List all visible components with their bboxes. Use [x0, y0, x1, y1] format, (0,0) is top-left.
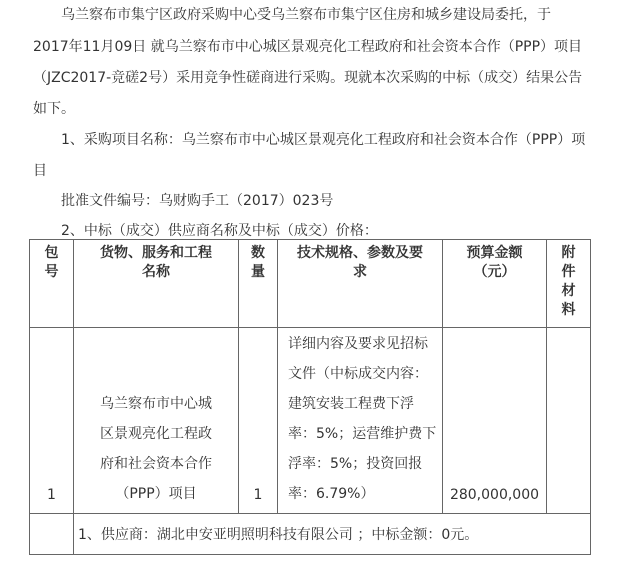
intro-line-1: 乌兰察布市集宁区政府采购中心受乌兰察布市集宁区住房和城乡建设局委托，于: [61, 7, 551, 23]
intro-line-3: （JZC2017-竞磋2号）采用竞争性磋商进行采购。现就本次采购的中标（成交）结果公告: [33, 70, 583, 86]
intro-line-2: 2017年11月09日 就乌兰察布市中心城区景观亮化工程政府和社会资本合作（PPP）项目: [33, 39, 583, 55]
header-quantity: 数 量: [239, 240, 278, 328]
cell-supplier: 1、供应商：湖北申安亚明照明科技有限公司 ；中标金额：0元。: [74, 514, 591, 555]
intro-line-4: 如下。: [33, 101, 75, 117]
section1-line-1: 1、采购项目名称：乌兰察布市中心城区景观亮化工程政府和社会资本合作（PPP）项: [61, 132, 586, 148]
supplier-row-spacer: [30, 514, 74, 555]
cell-attachments: [547, 328, 591, 514]
section1-line-2: 目: [33, 163, 47, 179]
award-table: [29, 239, 591, 555]
section2-heading: 2、中标（成交）供应商名称及中标（成交）价格：: [61, 223, 378, 239]
header-package-no: 包 号: [30, 240, 74, 328]
header-budget: 预算金额 （元）: [443, 240, 547, 328]
table-header-row: [30, 240, 591, 328]
supplier-row: [30, 514, 591, 555]
cell-spec: 详细内容及要求见招标 文件（中标成交内容： 建筑安装工程费下浮 率：5%；运营维护费下 浮率：5%；投资回报 率：6.79%）: [278, 328, 443, 514]
table-row: [30, 328, 591, 514]
cell-package-no: 1: [30, 328, 74, 514]
cell-goods-name: 乌兰察布市中心城 区景观亮化工程政 府和社会资本合作 （PPP）项目: [74, 328, 239, 514]
approval-number: 批准文件编号：乌财购手工（2017）023号: [61, 193, 334, 209]
header-goods-name: 货物、服务和工程 名称: [74, 240, 239, 328]
cell-budget: 280,000,000: [443, 328, 547, 514]
header-attachments: 附 件 材 料: [547, 240, 591, 328]
header-spec: 技术规格、参数及要 求: [278, 240, 443, 328]
cell-quantity: 1: [239, 328, 278, 514]
